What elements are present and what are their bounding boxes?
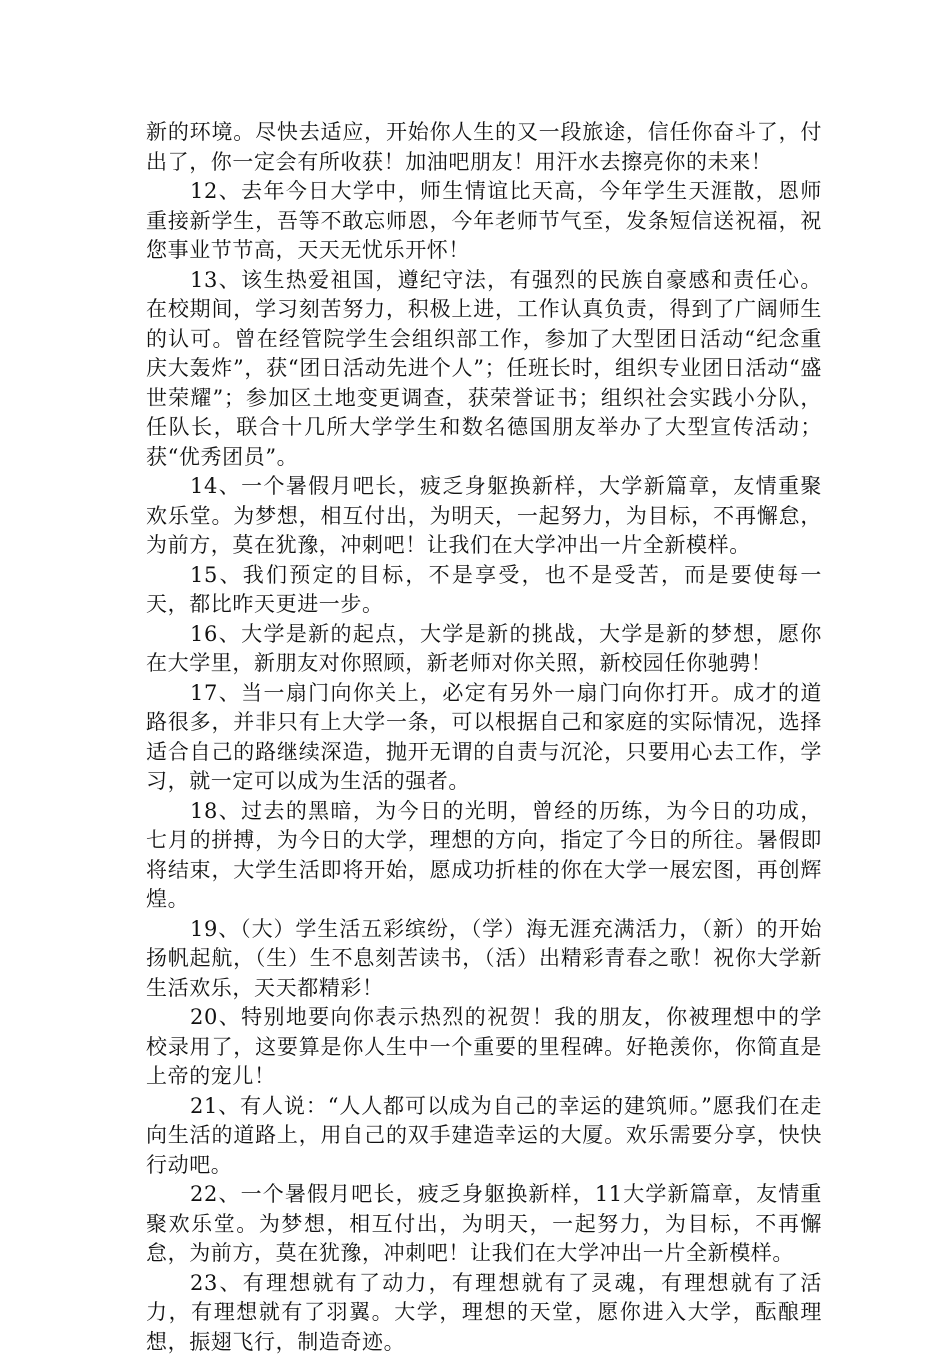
paragraph-18: 18、过去的黑暗，为今日的光明，曾经的历练，为今日的功成，七月的拼搏，为今日的大学，理想的方向，指定了今日的所往。暑假即将结束，大学生活即将开始，愿成功折桂的你在大学一展宏图，再创辉煌。	[146, 797, 822, 915]
paragraph-15: 15、我们预定的目标，不是享受，也不是受苦，而是要使每一天，都比昨天更进一步。	[146, 561, 822, 620]
paragraph-14: 14、一个暑假月吧长，疲乏身躯换新样，大学新篇章，友情重聚欢乐堂。为梦想，相互付出，为明天，一起努力，为目标，不再懈怠，为前方，莫在犹豫，冲刺吧！让我们在大学冲出一片全新模样。	[146, 472, 822, 561]
paragraph-continuation: 新的环境。尽快去适应，开始你人生的又一段旅途，信任你奋斗了，付出了，你一定会有所收获！加油吧朋友！用汗水去擦亮你的未来！	[146, 118, 822, 177]
paragraph-16: 16、大学是新的起点，大学是新的挑战，大学是新的梦想，愿你在大学里，新朋友对你照顾，新老师对你关照，新校园任你驰骋！	[146, 620, 822, 679]
paragraph-12: 12、去年今日大学中，师生情谊比天高，今年学生天涯散，恩师重接新学生，吾等不敢忘师恩，今年老师节气至，发条短信送祝福，祝您事业节节高，天天无忧乐开怀！	[146, 177, 822, 266]
paragraph-17: 17、当一扇门向你关上，必定有另外一扇门向你打开。成才的道路很多，并非只有上大学一条，可以根据自己和家庭的实际情况，选择适合自己的路继续深造，抛开无谓的自责与沉沦，只要用心去工作，学习，就一定可以成为生活的强者。	[146, 679, 822, 797]
paragraph-20: 20、特别地要向你表示热烈的祝贺！我的朋友，你被理想中的学校录用了，这要算是你人生中一个重要的里程碑。好艳羡你，你简直是上帝的宠儿！	[146, 1003, 822, 1092]
paragraph-21: 21、有人说：“人人都可以成为自己的幸运的建筑师。”愿我们在走向生活的道路上，用自己的双手建造幸运的大厦。欢乐需要分享，快快行动吧。	[146, 1092, 822, 1181]
document-body	[146, 118, 822, 1357]
paragraph-23: 23、有理想就有了动力，有理想就有了灵魂，有理想就有了活力，有理想就有了羽翼。大学，理想的天堂，愿你进入大学，酝酿理想，振翅飞行，制造奇迹。	[146, 1269, 822, 1357]
paragraph-19: 19、（大）学生活五彩缤纷，（学）海无涯充满活力，（新）的开始扬帆起航，（生）生不息刻苦读书，（活）出精彩青春之歌！祝你大学新生活欢乐，天天都精彩！	[146, 915, 822, 1004]
paragraph-22: 22、一个暑假月吧长，疲乏身躯换新样，11大学新篇章，友情重聚欢乐堂。为梦想，相互付出，为明天，一起努力，为目标，不再懈怠，为前方，莫在犹豫，冲刺吧！让我们在大学冲出一片全新模样。	[146, 1180, 822, 1269]
paragraph-13: 13、该生热爱祖国，遵纪守法，有强烈的民族自豪感和责任心。在校期间，学习刻苦努力，积极上进，工作认真负责，得到了广阔师生的认可。曾在经管院学生会组织部工作，参加了大型团日活动“纪念重庆大轰炸”，获“团日活动先进个人”；任班长时，组织专业团日活动“盛世荣耀”；参加区土地变更调查，获荣誉证书；组织社会实践小分队，任队长，联合十几所大学学生和数名德国朋友举办了大型宣传活动；获“优秀团员”。	[146, 266, 822, 473]
